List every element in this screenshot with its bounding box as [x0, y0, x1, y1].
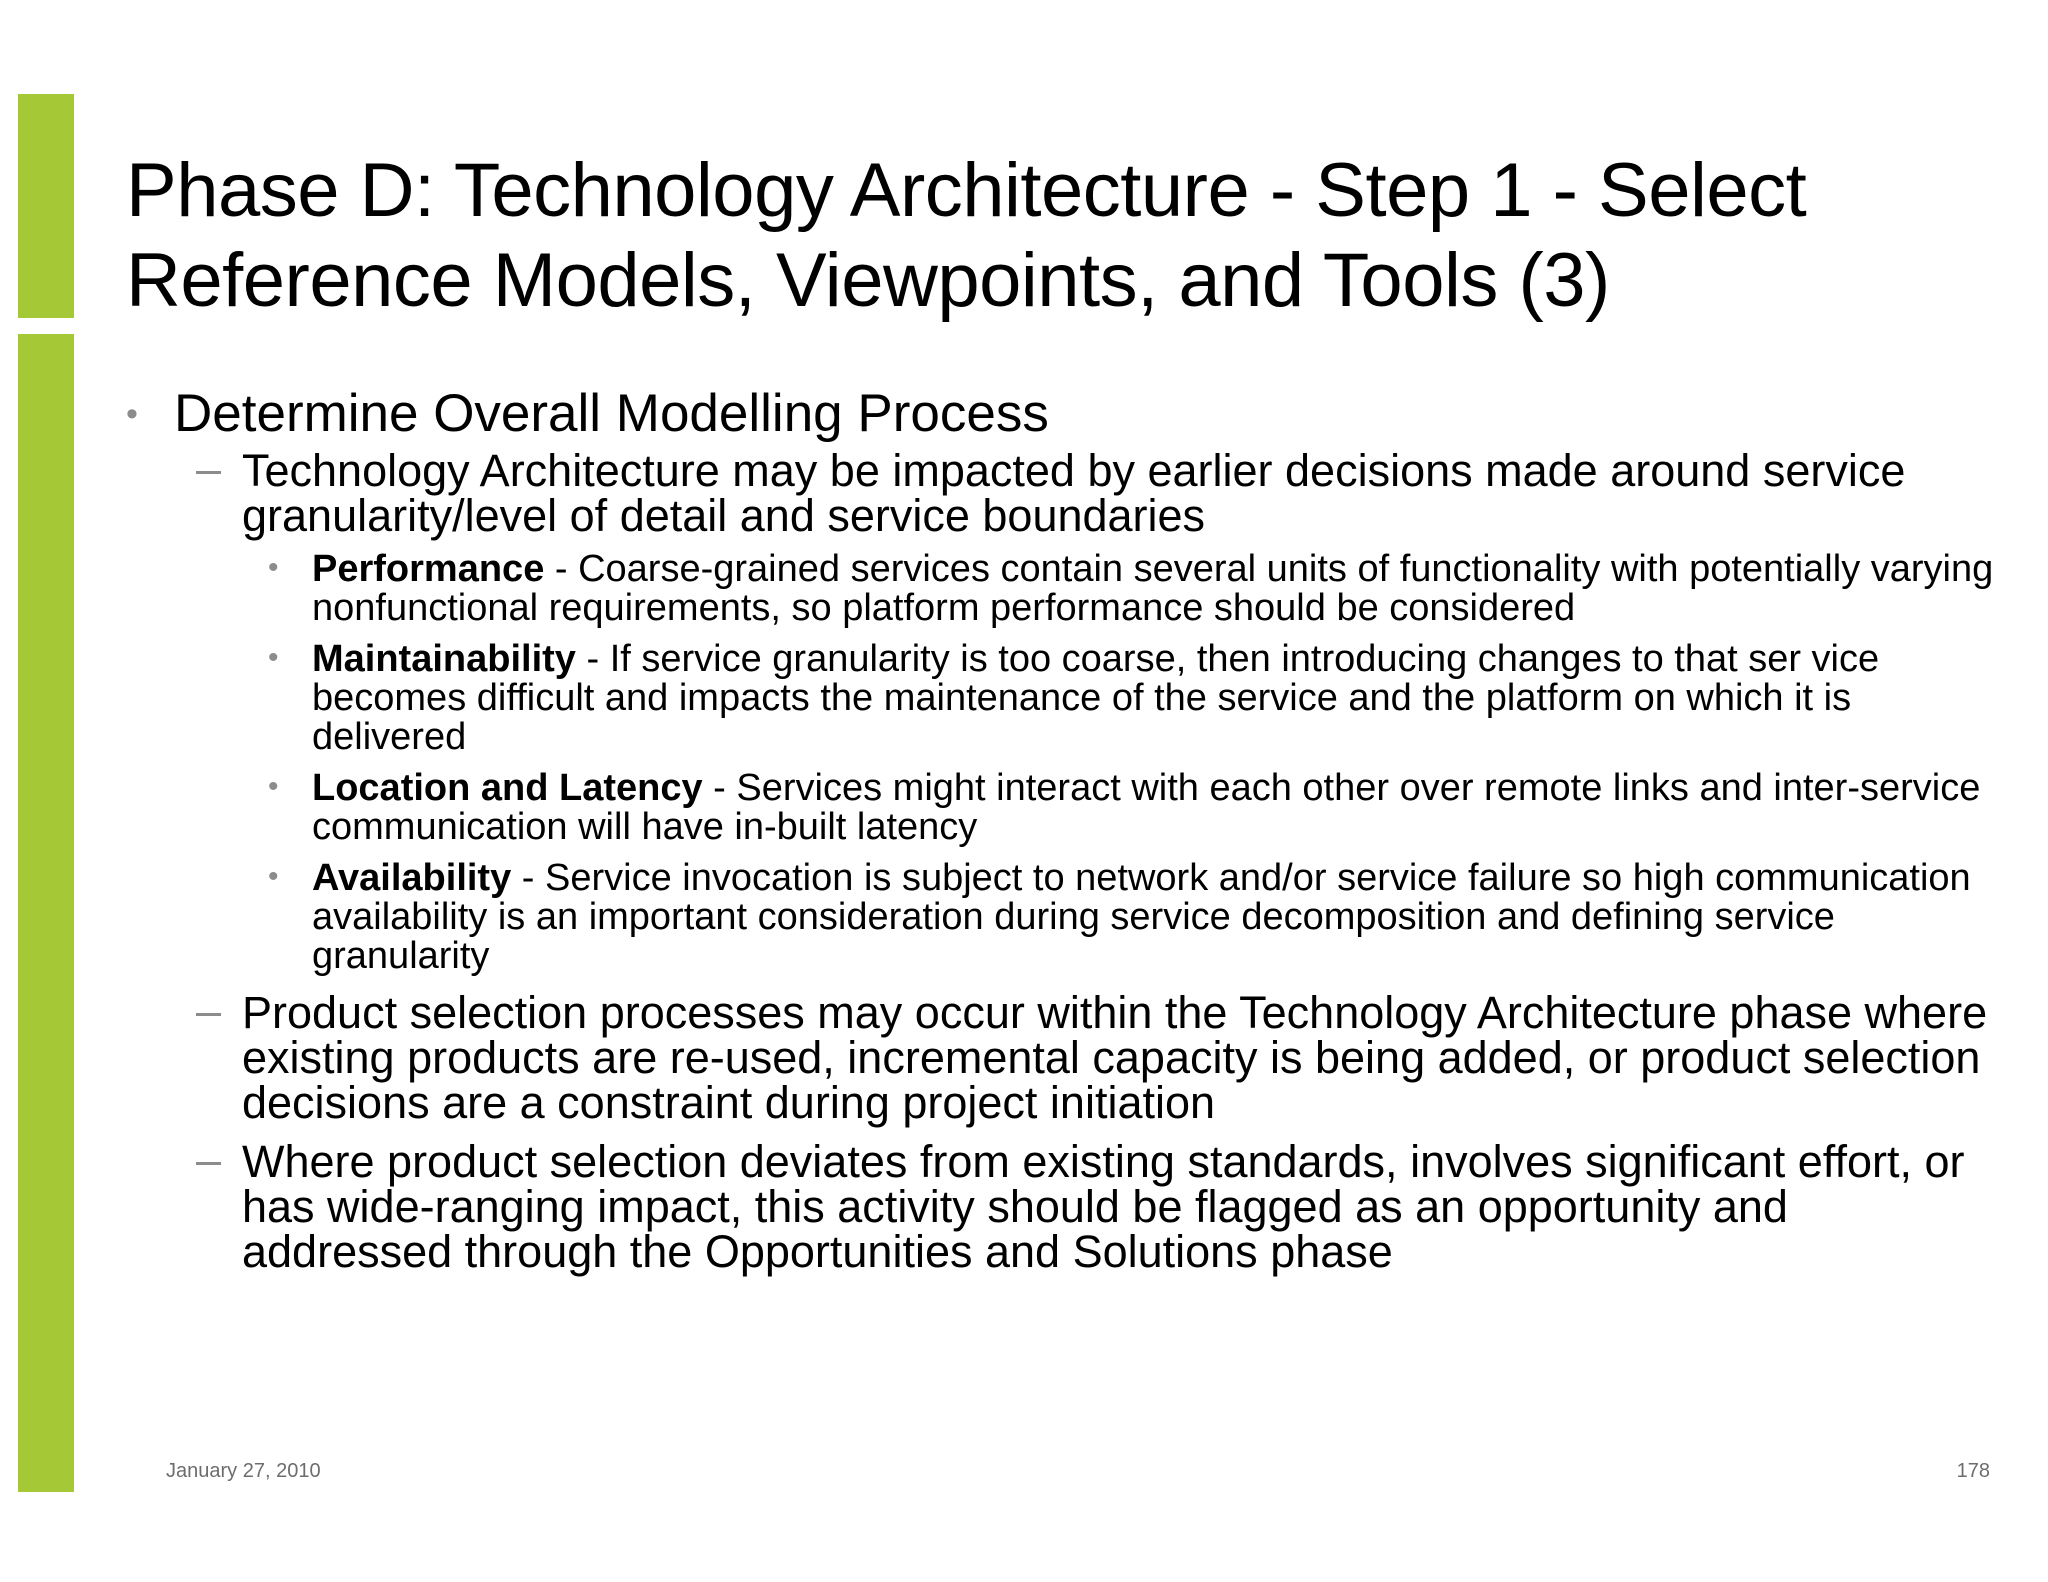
item-text: - Services might interact with each other over remote links and inter-service communication will have in-built latency [312, 767, 1981, 848]
bullet-icon: • [126, 395, 138, 433]
item-text: - Coarse-grained services contain several units of functionality with potentially varying nonfunctional requirements, so platform performance should be considered [312, 548, 1994, 629]
sub-bullet-text: Product selection processes may occur within the Technology Architecture phase where existing products are re-used, incremental capacity is being added, or product selection decisions are a constraint during project initiation [242, 987, 1988, 1128]
slide-title: Phase D: Technology Architecture - Step 1 - Select Reference Models, Viewpoints, and Tools (3) [126, 148, 1807, 323]
item-location-latency [268, 767, 2006, 848]
item-term: Performance [312, 548, 545, 590]
sub-bullet-product-selection [196, 985, 2006, 1128]
bullet-icon: • [268, 551, 279, 584]
accent-bar-bottom [18, 334, 74, 1492]
sub-bullet-deviation [196, 1134, 2006, 1277]
bullet-icon: • [268, 770, 279, 803]
sub-bullet-text: Technology Architecture may be impacted by earlier decisions made around service granularity/level of detail and service boundaries [242, 445, 1906, 541]
slide-content [126, 384, 2006, 1277]
item-text: - If service granularity is too coarse, then introducing changes to that ser vice becomes difficult and impacts the maintenance of the service and the platform on which it is delivered [312, 638, 1880, 758]
item-maintainability [268, 638, 2006, 758]
main-bullet-text: Determine Overall Modelling Process [174, 384, 1049, 443]
main-bullet [126, 384, 2006, 444]
footer-date: January 27, 2010 [166, 1460, 321, 1482]
sub-bullet-text: Where product selection deviates from existing standards, involves significant effort, or has wide-ranging impact, this activity should be flagged as an opportunity and addressed through the Opportunities and Solutions phase [242, 1136, 1965, 1277]
item-performance [268, 548, 2006, 629]
item-term: Location and Latency [312, 767, 703, 809]
item-availability [268, 857, 2006, 977]
bullet-icon: • [268, 860, 279, 893]
page-number: 178 [1956, 1460, 1990, 1482]
item-term: Maintainability [312, 638, 576, 680]
sub-bullet-technology-architecture [196, 443, 2006, 541]
dash-icon: – [196, 443, 222, 494]
bullet-icon: • [268, 641, 279, 674]
item-text: - Service invocation is subject to network and/or service failure so high communication availability is an important consideration during service decomposition and defining service granularity [312, 857, 1971, 977]
dash-icon: – [196, 985, 222, 1036]
item-term: Availability [312, 857, 512, 899]
accent-bar-top [18, 94, 74, 318]
dash-icon: – [196, 1134, 222, 1185]
